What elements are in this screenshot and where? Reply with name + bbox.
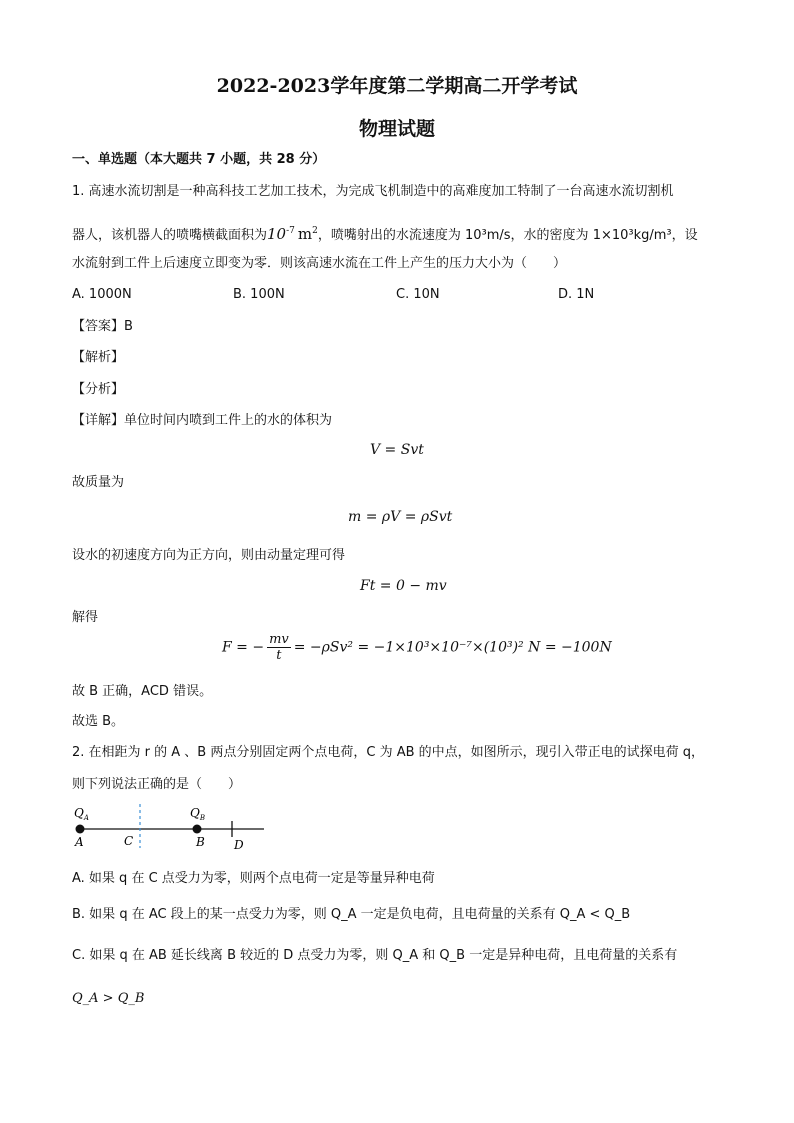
q2-option-c-line-2: Q_A > Q_B (72, 991, 145, 1006)
area-unit: m (297, 225, 313, 243)
label-a: A (75, 835, 84, 849)
q2-option-a: A. 如果 q 在 C 点受力为零，则两个点电荷一定是等量异种电荷 (72, 871, 435, 886)
q1-line-2-text: 器人，该机器人的喷嘴横截面积为 (72, 228, 268, 243)
equation-momentum: Ft = 0 − mv (360, 578, 447, 594)
label-b: B (196, 835, 205, 849)
q1-line-1: 1. 高速水流切割是一种高科技工艺加工技术，为完成飞机制造中的高难度加工特制了一台高速水流切割机 (72, 184, 674, 199)
mass-text: 故质量为 (72, 475, 125, 490)
area-exp: -7 (286, 226, 295, 236)
fraction-numerator: mv (269, 632, 289, 647)
equation-force (222, 632, 612, 663)
force-lhs: F = − (222, 639, 265, 656)
q1-line-2 (72, 222, 698, 245)
answer-label: 【答案】B (72, 319, 133, 334)
solve-text: 解得 (72, 610, 99, 625)
label-qb: $Q_B$ (190, 806, 205, 822)
charge-a-dot (76, 825, 85, 834)
q2-line-2: 则下列说法正确的是（ ） (72, 777, 242, 792)
label-d: D (234, 838, 244, 852)
q1-option-d: D. 1N (558, 287, 595, 302)
label-c: C (124, 834, 134, 848)
momentum-text: 设水的初速度方向为正方向，则由动量定理可得 (72, 548, 346, 563)
equation-mass: m = ρV = ρSvt (348, 509, 453, 525)
subject-title: 物理试题 (358, 118, 435, 140)
area-base: 10 (267, 225, 287, 243)
choose-text: 故选 B。 (72, 714, 125, 729)
fraction-denominator: t (276, 648, 282, 663)
q1-line-3: 水流射到工件上后速度立即变为零．则该高速水流在工件上产生的压力大小为（ ） (72, 256, 567, 271)
analysis-label: 【解析】 (72, 350, 125, 365)
force-rhs: = −ρSv² = −1×10³×10⁻⁷×(10³)² N = −100N (293, 639, 612, 656)
detail-text: 【详解】单位时间内喷到工件上的水的体积为 (72, 413, 333, 428)
equation-volume: V = Svt (370, 442, 424, 458)
q1-option-c: C. 10N (396, 287, 440, 302)
q1-option-b: B. 100N (233, 287, 285, 302)
fenxi-label: 【分析】 (72, 382, 125, 397)
area-unit-exp: 2 (312, 226, 318, 236)
q2-option-b: B. 如果 q 在 AC 段上的某一点受力为零，则 Q_A 一定是负电荷，且电荷量的关系有 Q_A < Q_B (72, 907, 631, 922)
q2-line-1: 2. 在相距为 r 的 A 、B 两点分别固定两个点电荷，C 为 AB 的中点，如图所示，现引入带正电的试探电荷 q， (72, 745, 705, 760)
charge-figure (66, 800, 276, 852)
section-heading: 一、单选题（本大题共 7 小题，共 28 分） (72, 152, 326, 167)
q1-option-a: A. 1000N (72, 287, 132, 302)
correct-text: 故 B 正确，ACD 错误。 (72, 684, 213, 699)
exam-title: 2022-2023学年度第二学期高二开学考试 (216, 75, 578, 97)
label-qa: $Q_A$ (74, 806, 89, 822)
charge-b-dot (193, 825, 202, 834)
area-value (267, 225, 318, 243)
q1-line-2-rest: ，喷嘴射出的水流速度为 10³m/s，水的密度为 1×10³kg/m³，设 (317, 228, 698, 243)
force-fraction (267, 632, 291, 663)
q2-option-c-line-1: C. 如果 q 在 AB 延长线离 B 较近的 D 点受力为零，则 Q_A 和 Q_B 一定是异种电荷，且电荷量的关系有 (72, 948, 678, 963)
